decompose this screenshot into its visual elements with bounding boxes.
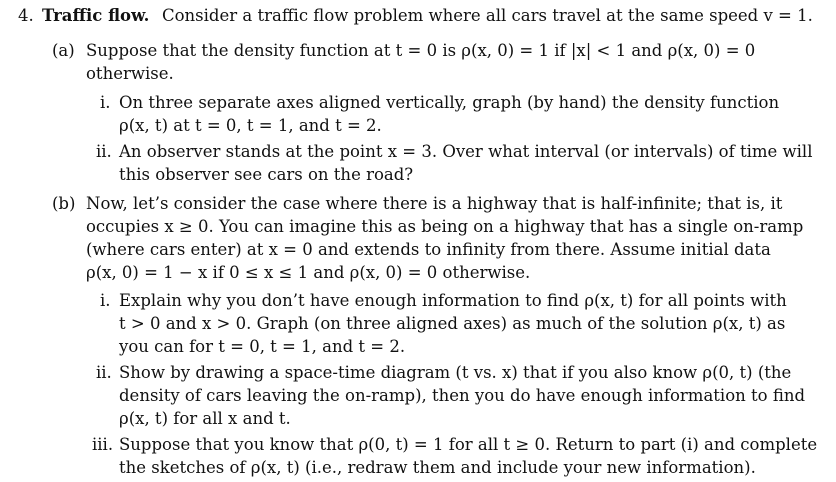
part-b-item-iii-line-1: Suppose that you know that ρ(0, t) = 1 for all t ≥ 0. Return to part (i) and complete bbox=[119, 435, 818, 454]
part-b-line-3: (where cars enter) at x = 0 and extends to infinity from there. Assume initial data bbox=[86, 240, 771, 259]
part-a-label: (a) bbox=[52, 41, 75, 60]
part-b-item-ii-line-1: Show by drawing a space-time diagram (t vs. x) that if you also know ρ(0, t) (the bbox=[119, 363, 792, 382]
part-a-item-ii-line-2: this observer see cars on the road? bbox=[119, 165, 414, 184]
part-a-item-i-label: i. bbox=[100, 93, 111, 112]
part-b-label: (b) bbox=[52, 194, 76, 213]
part-b-item-ii-line-3: ρ(x, t) for all x and t. bbox=[119, 409, 291, 428]
part-a-item-ii-label: ii. bbox=[96, 142, 112, 161]
part-a-item-ii-line-1: An observer stands at the point x = 3. Over what interval (or intervals) of time will bbox=[119, 142, 813, 161]
part-b-item-i-label: i. bbox=[100, 291, 111, 310]
problem-intro: Consider a traffic flow problem where all cars travel at the same speed v = 1. bbox=[162, 6, 813, 25]
part-a-line-1: Suppose that the density function at t = 0 is ρ(x, 0) = 1 if |x| < 1 and ρ(x, 0) = 0 bbox=[86, 41, 756, 60]
part-b-item-i-line-3: you can for t = 0, t = 1, and t = 2. bbox=[119, 337, 406, 356]
part-a-line-2: otherwise. bbox=[86, 64, 174, 83]
part-b-item-ii-label: ii. bbox=[96, 363, 112, 382]
part-a-item-i-line-1: On three separate axes aligned vertically, graph (by hand) the density function bbox=[119, 93, 780, 112]
part-b-line-4: ρ(x, 0) = 1 − x if 0 ≤ x ≤ 1 and ρ(x, 0) = 0 otherwise. bbox=[86, 263, 531, 282]
part-b-line-1: Now, let’s consider the case where there is a highway that is half-infinite; that is, it bbox=[86, 194, 783, 213]
part-b-line-2: occupies x ≥ 0. You can imagine this as being on a highway that has a single on-ramp bbox=[86, 217, 804, 236]
part-b-item-ii-line-2: density of cars leaving the on-ramp), then you do have enough information to find bbox=[119, 386, 806, 405]
problem-title: Traffic flow. bbox=[42, 6, 150, 25]
part-a-item-i-line-2: ρ(x, t) at t = 0, t = 1, and t = 2. bbox=[119, 116, 382, 135]
part-b-item-iii-line-2: the sketches of ρ(x, t) (i.e., redraw them and include your new information). bbox=[119, 458, 756, 477]
part-b-item-iii-label: iii. bbox=[92, 435, 114, 454]
part-b-item-i-line-2: t > 0 and x > 0. Graph (on three aligned axes) as much of the solution ρ(x, t) as bbox=[119, 314, 786, 333]
problem-number: 4. bbox=[18, 6, 34, 25]
part-b-item-i-line-1: Explain why you don’t have enough information to find ρ(x, t) for all points with bbox=[119, 291, 787, 310]
